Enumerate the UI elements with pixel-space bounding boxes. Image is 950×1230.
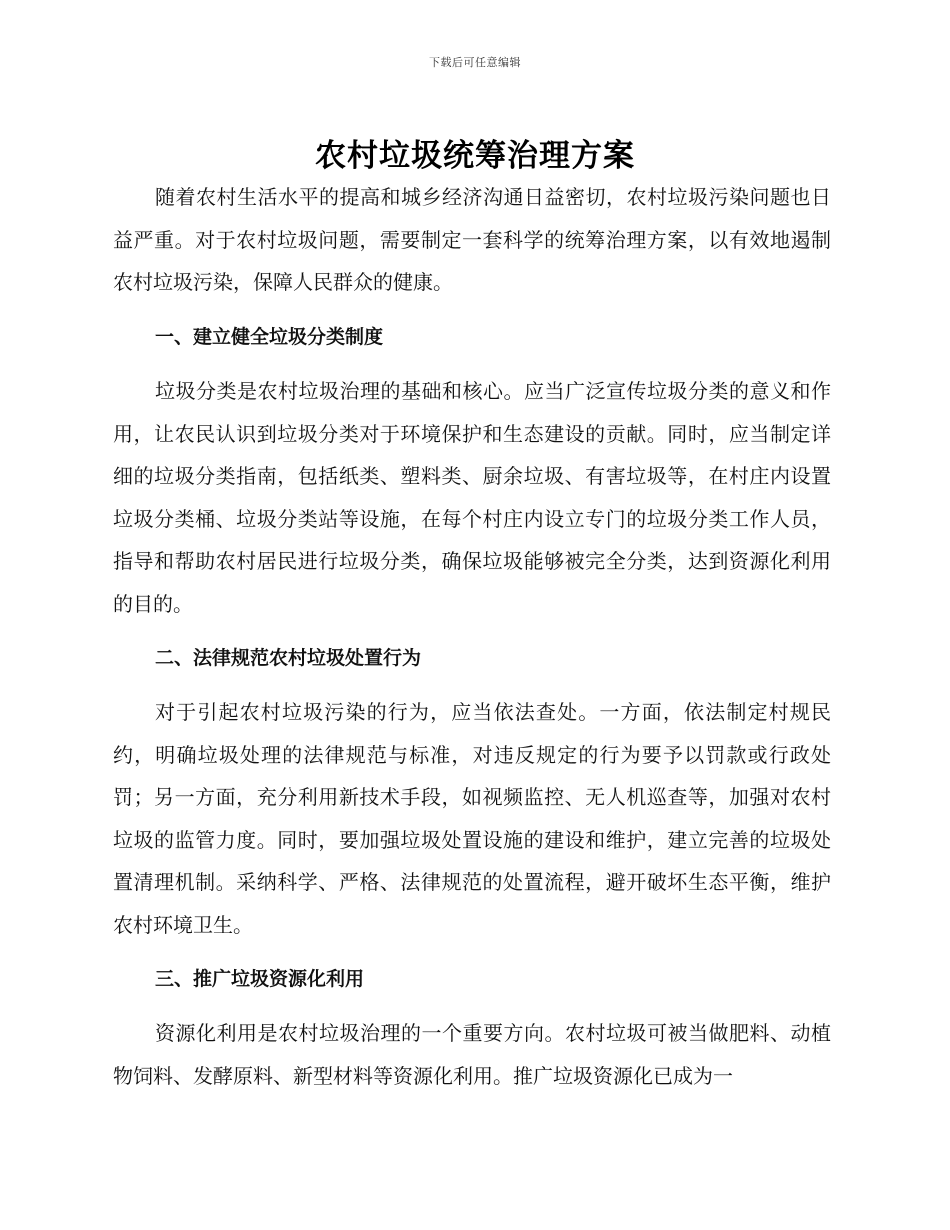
section-paragraph-2: 对于引起农村垃圾污染的行为，应当依法查处。一方面，依法制定村规民约，明确垃圾处理的法律规范与标准，对违反规定的行为要予以罚款或行政处罚；另一方面，充分利用新技术手段，如视频监控、无人机巡查等，加强对农村垃圾的监管力度。同时，要加强垃圾处置设施的建设和维护，建立完善的垃圾处置清理机制。采纳科学、严格、法律规范的处置流程，避开破坏生态平衡，维护农村环境卫生。 xyxy=(113,700,831,937)
section-heading-3: 三、推广垃圾资源化利用 xyxy=(155,968,365,990)
section-heading-2: 二、法律规范农村垃圾处置行为 xyxy=(155,647,422,669)
section-paragraph-3: 资源化利用是农村垃圾治理的一个重要方向。农村垃圾可被当做肥料、动植物饲料、发酵原料、新型材料等资源化利用。推广垃圾资源化已成为一 xyxy=(113,1021,831,1088)
section-heading-1: 一、建立健全垃圾分类制度 xyxy=(155,326,384,348)
document-title: 农村垃圾统筹治理方案 xyxy=(315,138,635,174)
header-note: 下载后可任意编辑 xyxy=(429,56,521,69)
section-paragraph-1: 垃圾分类是农村垃圾治理的基础和核心。应当广泛宣传垃圾分类的意义和作用，让农民认识到垃圾分类对于环境保护和生态建设的贡献。同时，应当制定详细的垃圾分类指南，包括纸类、塑料类、厨余垃圾、有害垃圾等，在村庄内设置垃圾分类桶、垃圾分类站等设施，在每个村庄内设立专门的垃圾分类工作人员，指导和帮助农村居民进行垃圾分类，确保垃圾能够被完全分类，达到资源化利用的目的。 xyxy=(113,379,831,616)
intro-paragraph: 随着农村生活水平的提高和城乡经济沟通日益密切，农村垃圾污染问题也日益严重。对于农村垃圾问题，需要制定一套科学的统筹治理方案，以有效地遏制农村垃圾污染，保障人民群众的健康。 xyxy=(113,185,831,294)
